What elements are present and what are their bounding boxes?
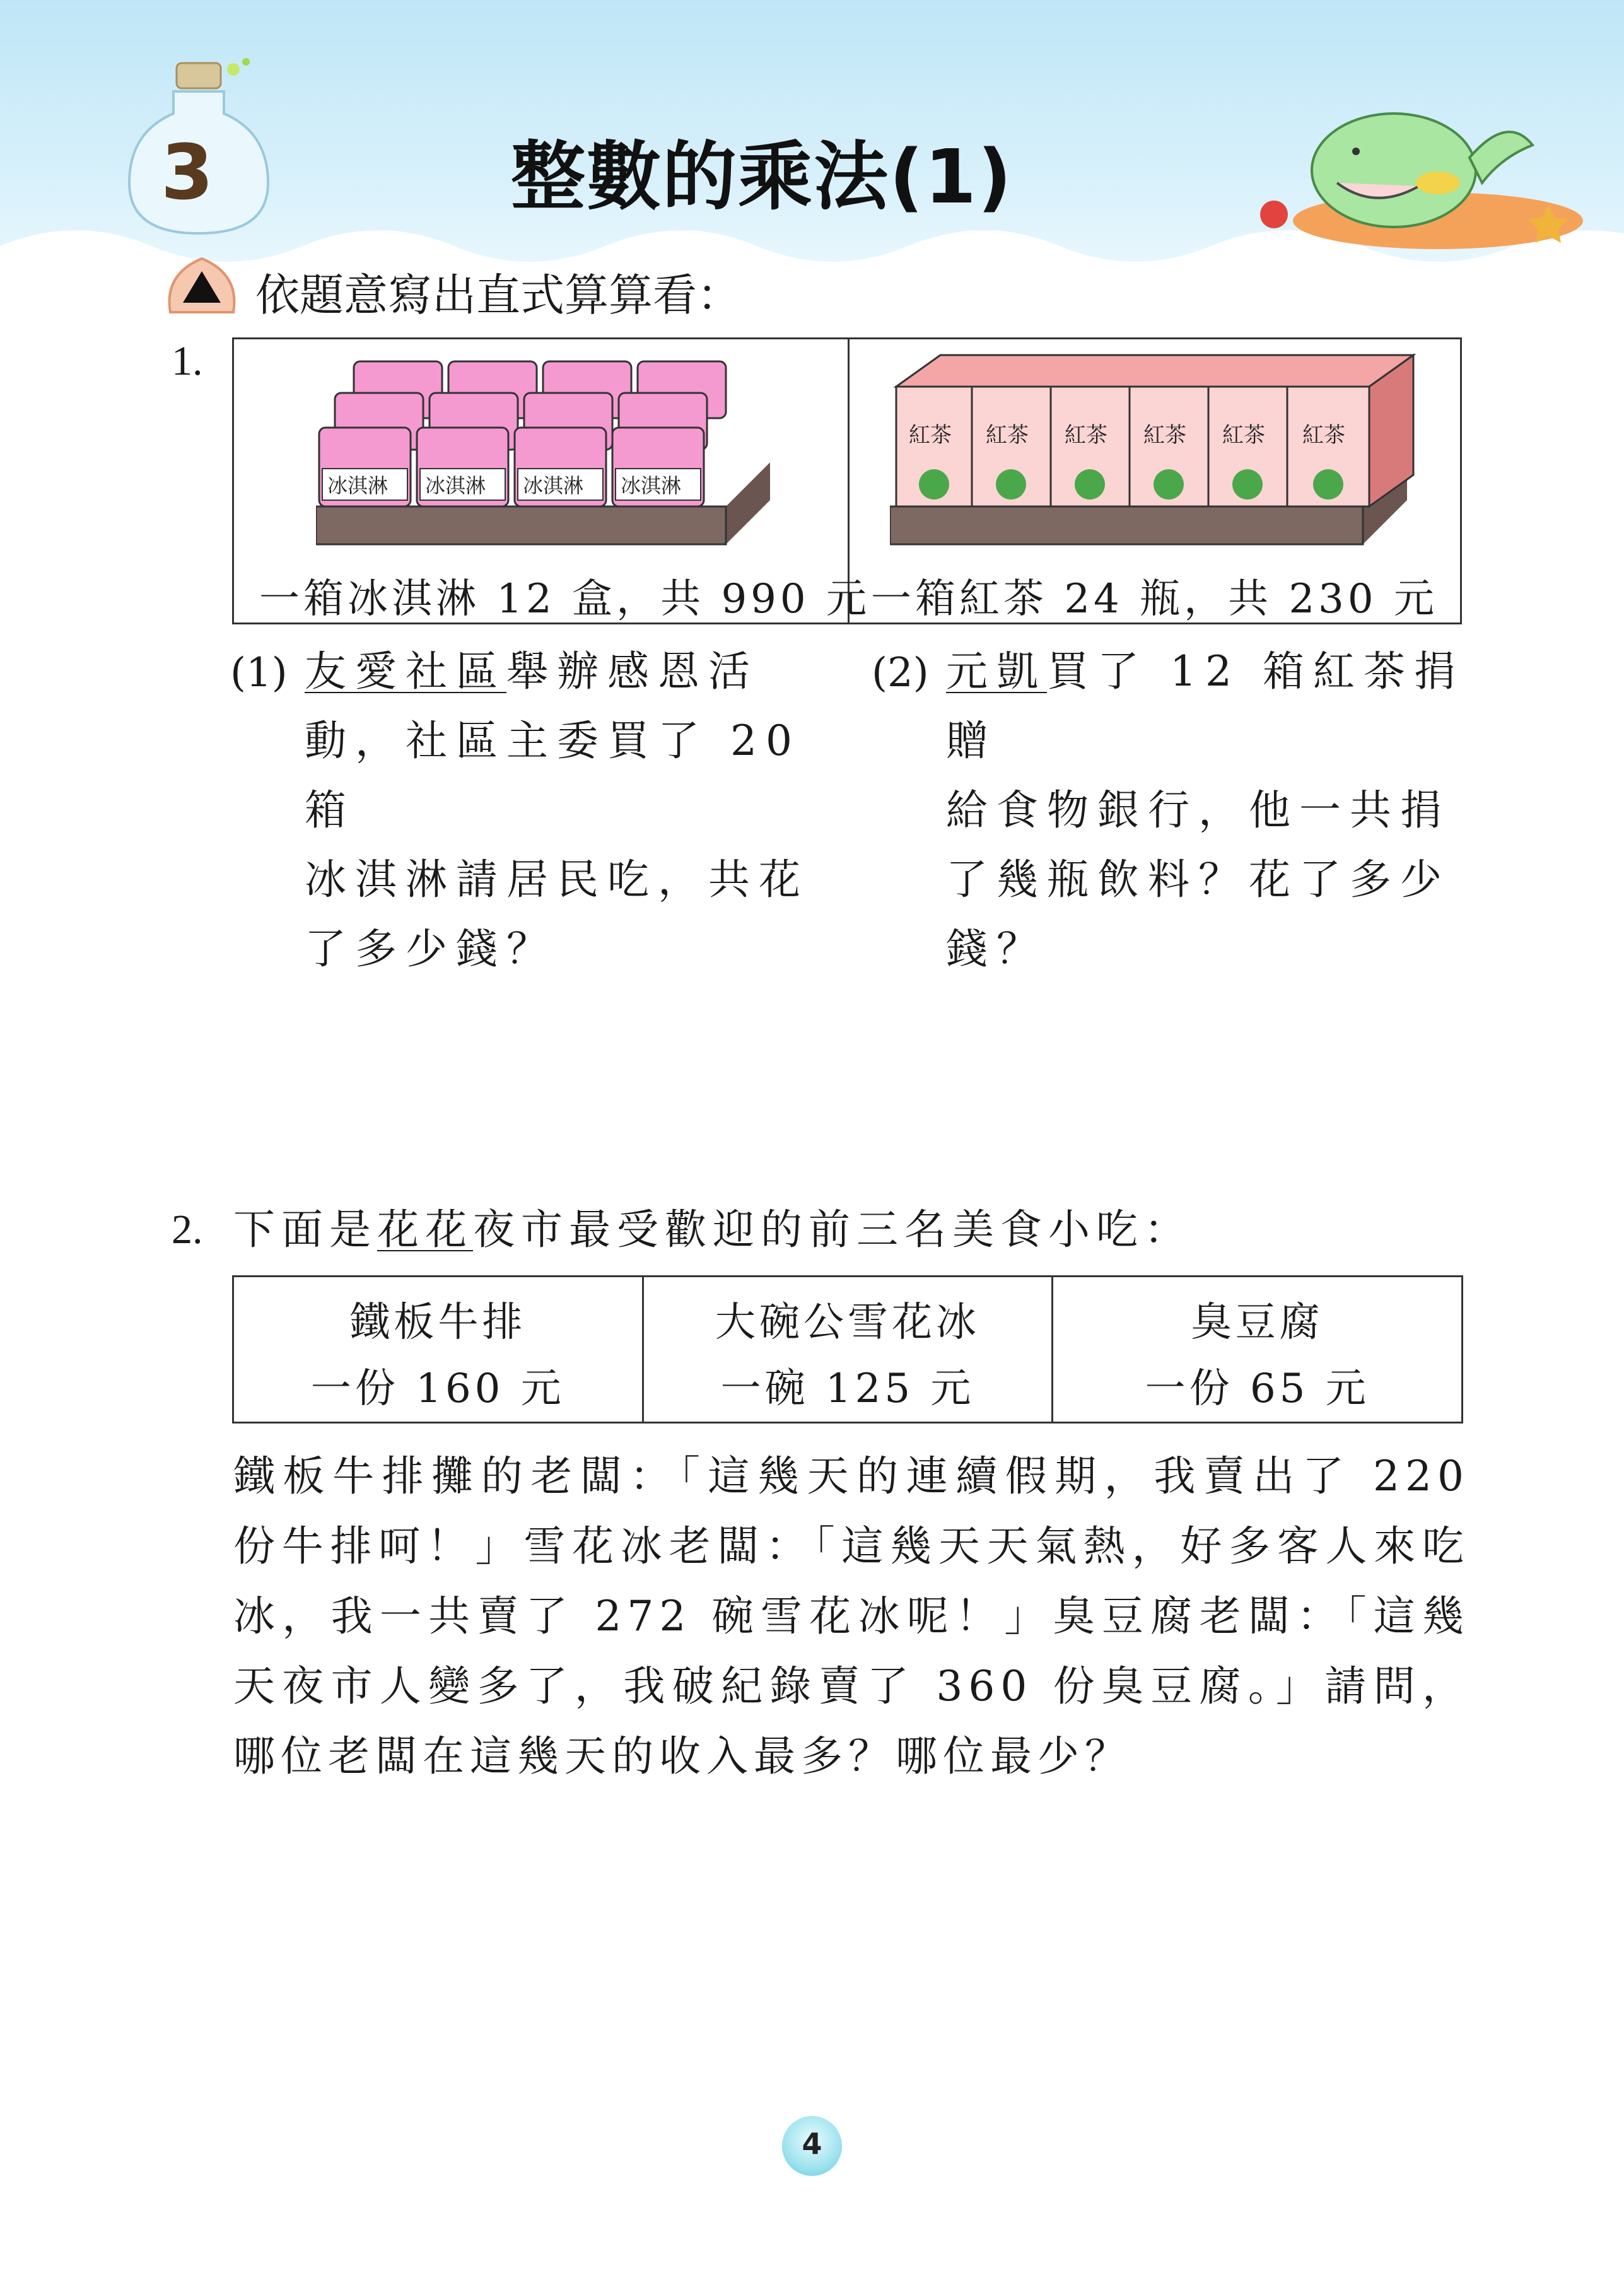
ice-cream-caption: 一箱冰淇淋 12 盒，共 990 元 — [259, 576, 870, 623]
page-number: 4 — [802, 2127, 822, 2161]
question-2-paragraph: 鐵板牛排攤的老闆：「這幾天的連續假期，我賣出了 220 份牛排呵！」雪花冰老闆：「這幾天天氣熱，好多客人來吃冰，我一共賣了 272 碗雪花冰呢！」臭豆腐老闆：「這幾天夜市人變多了，我破紀錄賣了 360 份臭豆腐。」請問，哪位老闆在這幾天的收入最多？哪位最少？ — [233, 1452, 1469, 1780]
ice-cream-box-illustration — [316, 349, 770, 557]
sub-question-2-label: (2) — [872, 650, 929, 696]
sub-question-2-line: 錢？ — [946, 925, 1047, 973]
question-1-number: 1. — [172, 338, 203, 384]
tea-label: 紅茶 — [986, 423, 1029, 448]
sub-question-1 — [305, 637, 834, 984]
intro-text: 夜市最受歡迎的前三名美食小吃： — [473, 1205, 1192, 1254]
food-name: 大碗公雪花冰 — [715, 1299, 980, 1346]
ice-cream-label: 冰淇淋 — [425, 474, 486, 498]
night-market-name: 花花 — [377, 1205, 473, 1254]
ice-cream-label: 冰淇淋 — [523, 474, 584, 498]
food-cell-stinky-tofu — [1053, 1277, 1461, 1422]
instruction-text: 依題意寫出直式算算看： — [255, 269, 741, 321]
tea-label: 紅茶 — [1143, 423, 1186, 448]
ice-cream-label: 冰淇淋 — [621, 474, 682, 498]
sub-question-1-line: 舉辦感恩活 — [506, 647, 759, 696]
black-tea-box-illustration — [890, 349, 1439, 557]
sub-question-2 — [946, 637, 1476, 984]
food-price-table — [232, 1275, 1463, 1424]
food-price: 一碗 125 元 — [720, 1365, 975, 1412]
chapter-number: 3 — [161, 129, 214, 217]
sub-question-1-line: 動，社區主委買了 20 箱 — [305, 716, 801, 834]
tea-label: 紅茶 — [1302, 423, 1345, 448]
tea-label: 紅茶 — [1065, 423, 1107, 448]
sub-question-1-line: 冰淇淋請居民吃，共花 — [305, 855, 809, 904]
food-name: 臭豆腐 — [1191, 1299, 1324, 1346]
black-tea-caption: 一箱紅茶 24 瓶，共 230 元 — [871, 576, 1438, 623]
question-2-intro — [233, 1195, 1469, 1265]
food-price: 一份 65 元 — [1145, 1365, 1370, 1412]
person-name: 元凱 — [946, 647, 1047, 696]
sub-question-2-line: 了幾瓶飲料？花了多少 — [946, 855, 1451, 904]
sub-question-2-line: 給食物銀行，他一共捐 — [946, 786, 1451, 834]
food-cell-steak — [234, 1277, 644, 1422]
sub-question-1-line: 了多少錢？ — [305, 925, 557, 973]
sub-question-1-label: (1) — [230, 650, 288, 696]
sub-question-2-line: 買了 12 箱紅茶捐贈 — [946, 647, 1464, 765]
food-price: 一份 160 元 — [310, 1365, 565, 1412]
community-name: 友愛社區 — [305, 647, 506, 696]
triangle-shell-icon — [158, 249, 246, 325]
whale-illustration — [1230, 76, 1583, 252]
ice-cream-label: 冰淇淋 — [327, 474, 388, 498]
question-2-number: 2. — [172, 1207, 203, 1253]
tea-label: 紅茶 — [909, 423, 952, 448]
page-title: 整數的乘法(1) — [511, 133, 1013, 220]
tea-label: 紅茶 — [1222, 423, 1265, 448]
food-cell-shaved-ice — [644, 1277, 1054, 1422]
question-1-picture-table — [232, 337, 1462, 624]
intro-text: 下面是 — [233, 1205, 377, 1254]
food-name: 鐵板牛排 — [349, 1299, 527, 1346]
